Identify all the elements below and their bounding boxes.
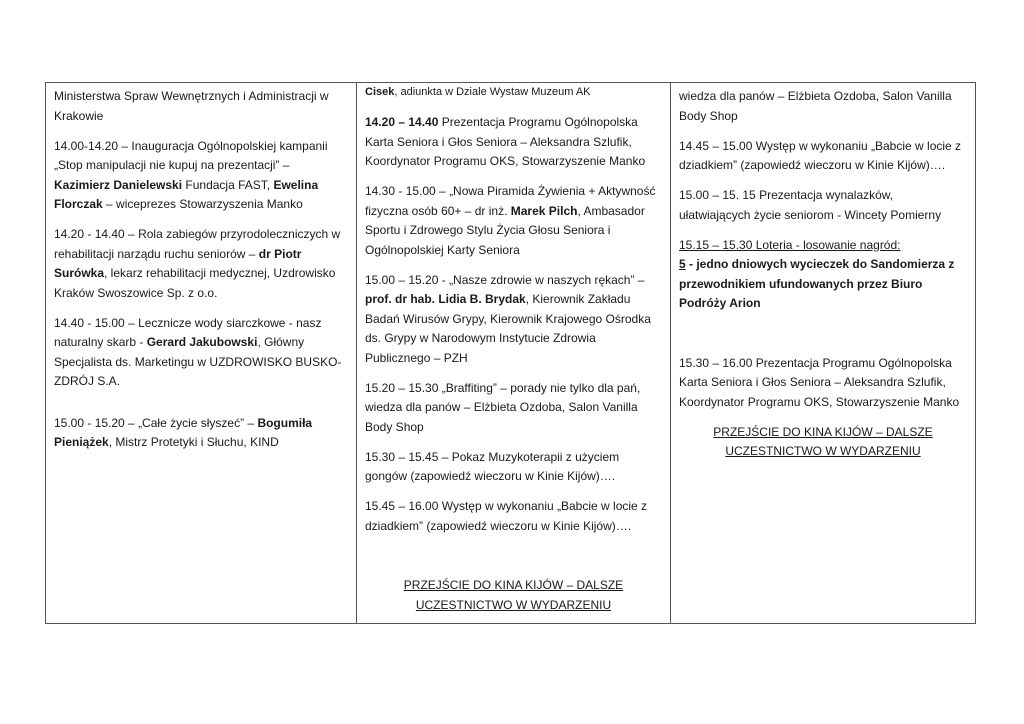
agenda-item-hearing bbox=[54, 414, 348, 453]
agenda-item-oks-presentation bbox=[679, 354, 967, 413]
program-column-3 bbox=[670, 83, 975, 623]
agenda-text: 15.30 – 16.00 Prezentacja Programu Ogólnopolska Karta Seniora i Głos Seniora – Aleksandra Szlufik, Koordynator Programu OKS, Stowarzyszenie Manko bbox=[679, 355, 960, 409]
speaker-name: Ewelina Florczak bbox=[54, 177, 319, 211]
speaker-name: dr Piotr Surówka bbox=[54, 246, 302, 280]
agenda-text: Prezentacja Programu Ogólnopolska Karta Seniora i Głos Seniora – Aleksandra Szlufik, Koordynator Programu OKS, Stowarzyszenie Manko bbox=[365, 115, 646, 168]
continued-text bbox=[365, 83, 662, 103]
agenda-text: 14.30 - 15.00 – „Nowa Piramida Żywienia + Aktywność fizyczna osób 60+ – dr inż. bbox=[365, 184, 656, 218]
agenda-item-performance bbox=[365, 497, 662, 536]
lottery-heading: 15.15 – 15.30 Loteria - losowanie nagród: bbox=[679, 237, 901, 252]
agenda-item-rehabilitation bbox=[54, 225, 348, 303]
program-table bbox=[45, 82, 976, 624]
venue-text bbox=[54, 87, 348, 126]
program-column-1 bbox=[46, 83, 356, 623]
speaker-name: Gerard Jakubowski bbox=[146, 335, 258, 349]
prize-description: - jedno dniowych wycieczek do Sandomierza z przewodnikiem ufundowanych przez Biuro Podróży Arion bbox=[679, 257, 955, 310]
agenda-text: 14.20 - 14.40 – Rola zabiegów przyrodoleczniczych w rehabilitacji narządu ruchu seniorów – bbox=[54, 227, 341, 261]
agenda-item-lottery bbox=[679, 236, 967, 314]
speaker-name: Cisek bbox=[365, 86, 395, 98]
agenda-text: wiedza dla panów – Elżbieta Ozdoba, Salon Vanilla Body Shop bbox=[679, 89, 952, 123]
continued-text bbox=[679, 87, 967, 126]
venue-line-1: Ministerstwa Spraw Wewnętrznych i Administracji w bbox=[54, 89, 329, 103]
agenda-text: Fundacja FAST, bbox=[182, 177, 274, 192]
prize-count: 5 bbox=[679, 257, 686, 271]
agenda-text: 15.00 – 15.20 - „Nasze zdrowie w naszych rękach” – bbox=[365, 272, 645, 287]
agenda-item-health bbox=[365, 271, 662, 369]
agenda-text: 14.45 – 15.00 Występ w wykonaniu „Babcie w locie z dziadkiem” (zapowiedź wieczoru w Kinie Kijów)…. bbox=[679, 138, 962, 172]
agenda-item-food-pyramid bbox=[365, 182, 662, 260]
agenda-text: , Kierownik Zakładu Badań Wirusów Grypy, Kierownik Krajowego Ośrodka ds. Grypy w Narodowym Instytucie Zdrowia Publicznego – PZH bbox=[365, 292, 651, 365]
transfer-note bbox=[365, 576, 662, 615]
agenda-item-performance bbox=[679, 137, 967, 176]
agenda-text: 14.00-14.20 – Inauguracja Ogólnopolskiej kampanii „Stop manipulacji nie kupuj na prezentacji” – bbox=[54, 138, 328, 172]
program-column-2 bbox=[356, 83, 670, 623]
agenda-text: 15.20 – 15.30 „Braffiting” – porady nie tylko dla pań, wiedza dla panów – Elżbieta Ozdoba, Salon Vanilla Body Shop bbox=[365, 380, 641, 434]
agenda-item-braffiting bbox=[365, 379, 662, 438]
agenda-item-sulfide-waters bbox=[54, 314, 348, 392]
agenda-item-music-therapy bbox=[365, 448, 662, 487]
agenda-text: – wiceprezes Stowarzyszenia Manko bbox=[102, 197, 303, 211]
agenda-text: 15.45 – 16.00 Występ w wykonaniu „Babcie w locie z dziadkiem” (zapowiedź wieczoru w Kinie Kijów)…. bbox=[365, 499, 648, 533]
transfer-note-text: PRZEJŚCIE DO KINA KIJÓW – DALSZE UCZESTNICTWO W WYDARZENIU bbox=[403, 578, 624, 612]
agenda-text: , lekarz rehabilitacji medycznej, Uzdrowisko Kraków Swoszowice Sp. z o.o. bbox=[54, 266, 336, 300]
agenda-text: 14.40 - 15.00 – Lecznicze wody siarczkowe - nasz naturalny skarb - bbox=[54, 315, 322, 349]
agenda-text: , adiunkta w Dziale Wystaw Muzeum AK bbox=[394, 86, 591, 98]
agenda-text: 15.00 – 15. 15 Prezentacja wynalazków, ułatwiających życie seniorom - Wincety Pomierny bbox=[679, 188, 942, 222]
agenda-item-inventions bbox=[679, 186, 967, 225]
speaker-name: Kazimierz Danielewski bbox=[54, 177, 183, 192]
agenda-text: , Główny Specjalista ds. Marketingu w UZDROWISKO BUSKO-ZDRÓJ S.A. bbox=[54, 335, 342, 388]
speaker-name: Bogumiła Pieniążek bbox=[54, 415, 313, 449]
speaker-name: Marek Pilch bbox=[510, 203, 578, 218]
transfer-note-text: PRZEJŚCIE DO KINA KIJÓW – DALSZE UCZESTNICTWO W WYDARZENIU bbox=[713, 424, 933, 458]
time-label: 14.20 – 14.40 bbox=[365, 115, 439, 129]
venue-line-2: Krakowie bbox=[54, 108, 104, 123]
agenda-item-oks-presentation bbox=[365, 113, 662, 172]
agenda-text: 15.00 - 15.20 – „Całe życie słyszeć” – bbox=[54, 415, 258, 430]
agenda-text: , Mistrz Protetyki i Słuchu, KIND bbox=[108, 435, 279, 449]
speaker-name: prof. dr hab. Lidia B. Brydak bbox=[365, 292, 526, 306]
agenda-text: , Ambasador Sportu i Zdrowego Stylu Życia Głosu Seniora i Ogólnopolskiej Karty Seniora bbox=[365, 203, 645, 257]
transfer-note bbox=[679, 423, 967, 462]
agenda-text: 15.30 – 15.45 – Pokaz Muzykoterapii z użyciem gongów (zapowiedź wieczoru w Kinie Kijów)…. bbox=[365, 449, 620, 483]
agenda-item-inauguration bbox=[54, 137, 348, 215]
